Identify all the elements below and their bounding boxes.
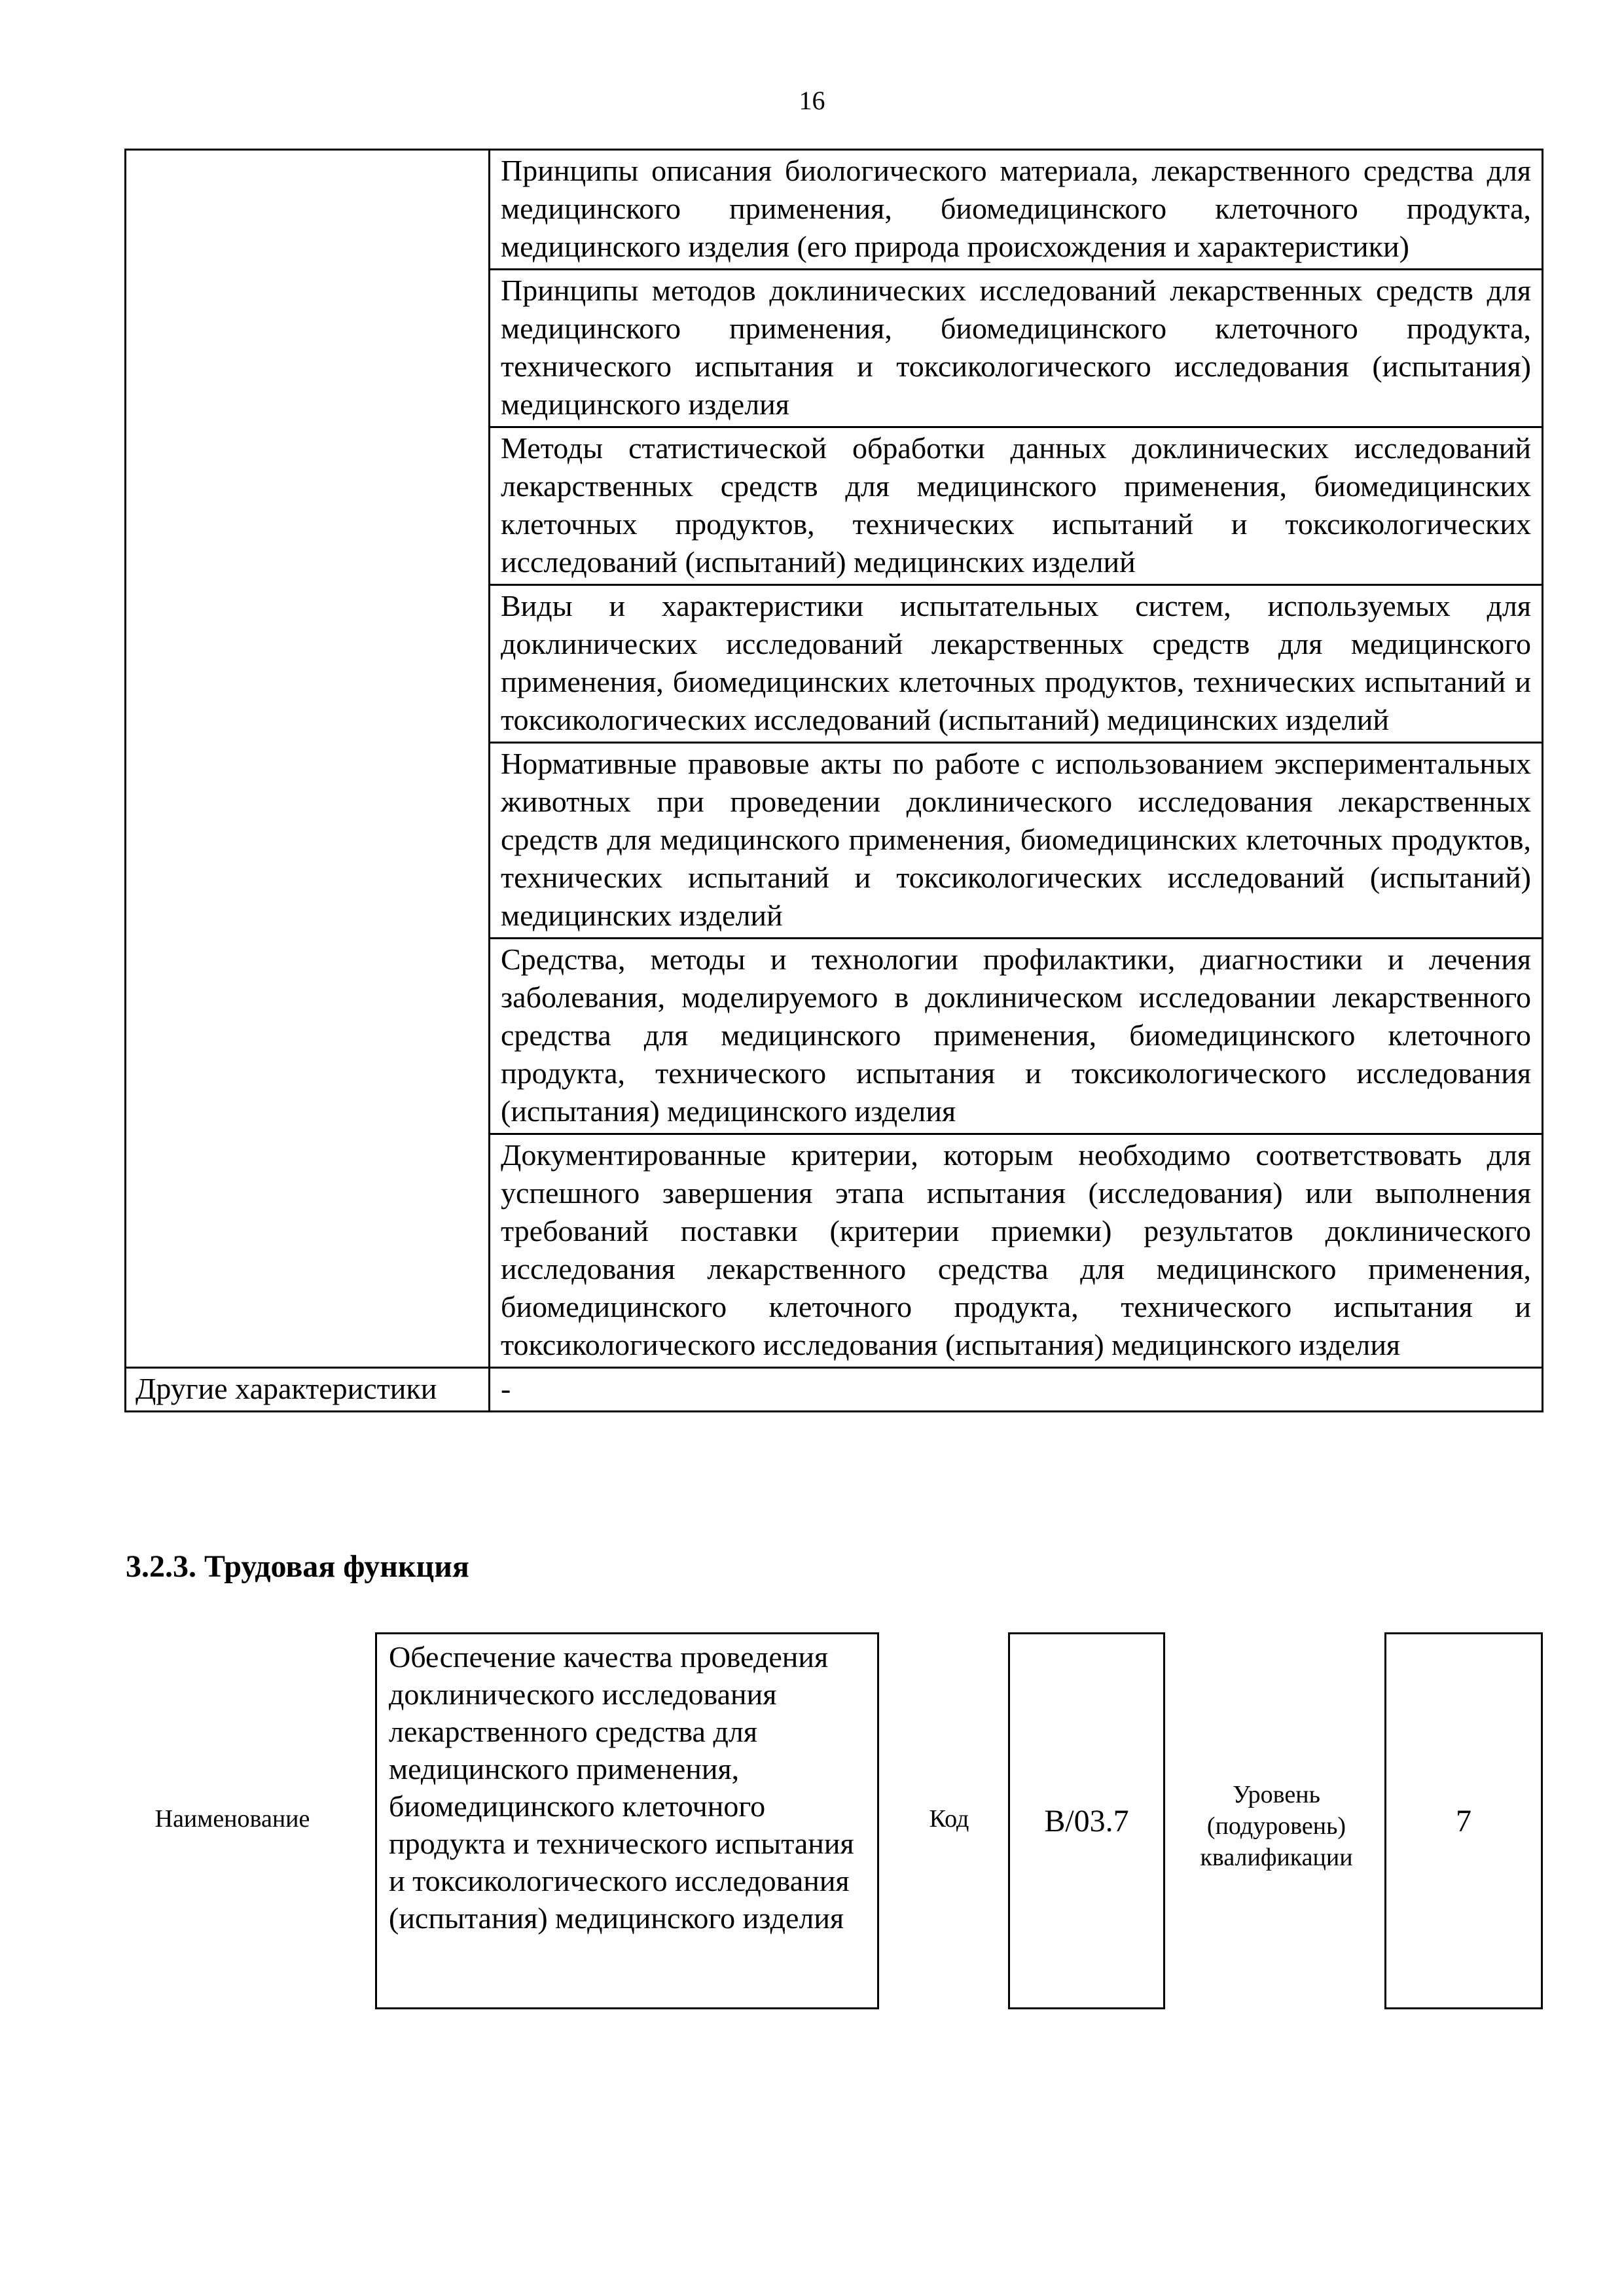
function-code-box — [1008, 1632, 1165, 2009]
knowledge-table — [124, 149, 1543, 1412]
knowledge-item: Виды и характеристики испытательных систем, используемых для доклинических исследований лекарственных средств для медицинского применения, биомедицинских клеточных продуктов, технических испытаний и токсикологических исследований (испытаний) медицинских изделий — [490, 585, 1543, 743]
level-label-line: Уровень — [1233, 1781, 1320, 1808]
other-characteristics-value: - — [490, 1368, 1543, 1412]
knowledge-item: Документированные критерии, которым необходимо соответствовать для успешного завершения этапа испытания (исследования) или выполнения требований поставки (критерии приемки) результатов доклинического исследования лекарственного средства для медицинского применения, биомедицинского клеточного продукта, технического испытания и токсикологического исследования (испытания) медицинского изделия — [490, 1134, 1543, 1368]
row-label — [126, 150, 490, 1368]
level-label-line: квалификации — [1200, 1844, 1353, 1871]
knowledge-item: Методы статистической обработки данных доклинических исследований лекарственных средств для медицинского применения, биомедицинских клеточных продуктов, технических испытаний и токсикологических исследований (испытаний) медицинских изделий — [490, 427, 1543, 585]
qualification-level-box — [1384, 1632, 1543, 2009]
function-name-box: Обеспечение качества проведения доклинического исследования лекарственного средства для медицинского применения, биомедицинского клеточного продукта и технического испытания и токсикологического исследования (испытания) медицинского изделия — [375, 1632, 879, 2009]
knowledge-item: Принципы описания биологического материала, лекарственного средства для медицинского применения, биомедицинского клеточного продукта, медицинского изделия (его природа происхождения и характеристики) — [490, 150, 1543, 270]
section-title: 3.2.3. Трудовая функция — [126, 1549, 469, 1584]
table-row — [126, 150, 1543, 270]
name-label: Наименование — [154, 1805, 310, 1833]
code-label: Код — [929, 1805, 969, 1833]
knowledge-item: Средства, методы и технологии профилактики, диагностики и лечения заболевания, моделируемого в доклиническом исследовании лекарственного средства для медицинского применения, биомедицинского клеточного продукта, технического испытания и токсикологического исследования (испытания) медицинского изделия — [490, 939, 1543, 1134]
knowledge-item: Принципы методов доклинических исследований лекарственных средств для медицинского применения, биомедицинского клеточного продукта, технического испытания и токсикологического исследования (испытания) медицинского изделия — [490, 270, 1543, 427]
level-label — [1178, 1779, 1375, 1873]
other-characteristics-label: Другие характеристики — [126, 1368, 490, 1412]
page-number: 16 — [799, 86, 825, 115]
knowledge-item: Нормативные правовые акты по работе с использованием экспериментальных животных при проведении доклинического исследования лекарственных средств для медицинского применения, биомедицинских клеточных продуктов, технических испытаний и токсикологических исследований (испытаний) медицинских изделий — [490, 743, 1543, 939]
table-row-other — [126, 1368, 1543, 1412]
level-label-line: (подуровень) — [1206, 1812, 1346, 1840]
function-code-value: B/03.7 — [1044, 1803, 1129, 1839]
qualification-level-value: 7 — [1456, 1803, 1471, 1839]
